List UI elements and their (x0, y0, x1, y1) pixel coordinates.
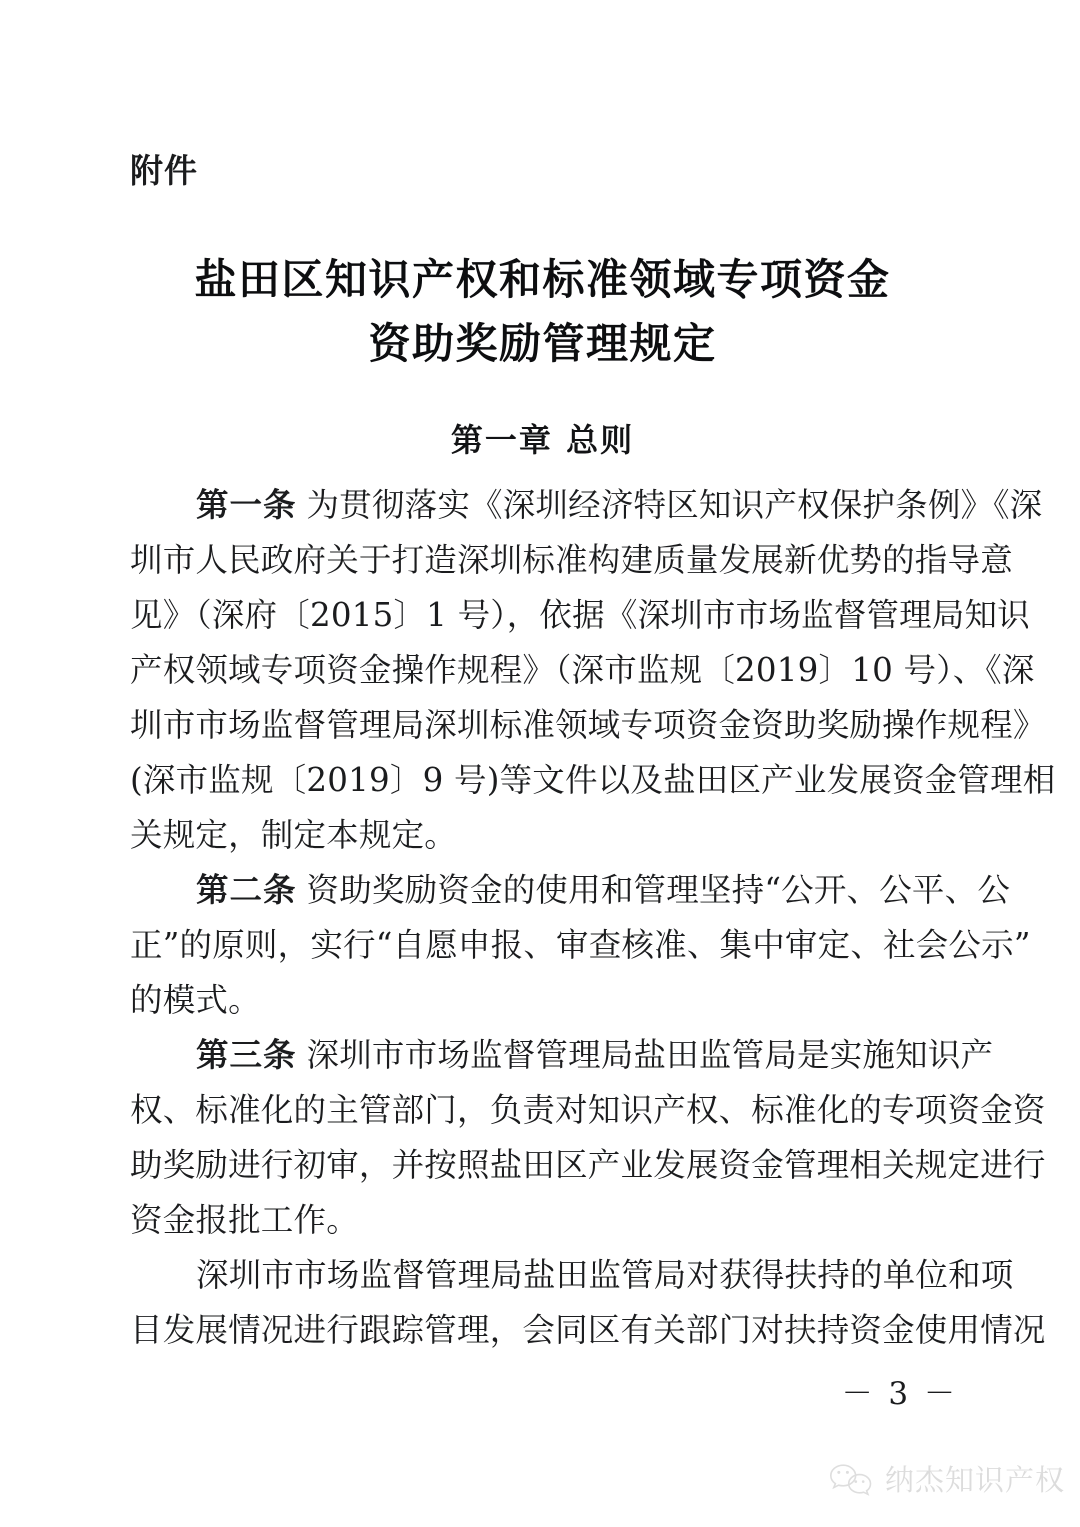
body-line-text: 助奖励进行初审，并按照盐田区产业发展资金管理相关规定进行 (130, 1146, 1046, 1184)
body-line-text: (深市监规〔2019〕9 号)等文件以及盐田区产业发展资金管理相 (130, 761, 1056, 799)
body-line-text: 的模式。 (130, 981, 261, 1019)
body-line-text: 目发展情况进行跟踪管理，会同区有关部门对扶持资金使用情况 (130, 1311, 1046, 1349)
body-line (130, 918, 1031, 973)
body-line-text: 资助奖励资金的使用和管理坚持“公开、公平、公 (306, 871, 1011, 909)
chapter-heading: 第一章 总则 (450, 421, 635, 459)
body-line-text: 资金报批工作。 (130, 1201, 359, 1239)
page-title-line-2: 资助奖励管理规定 (368, 319, 717, 368)
attachment-label: 附件 (130, 151, 198, 190)
body-line (130, 588, 1030, 643)
body-line (130, 1303, 1046, 1358)
watermark (828, 1462, 1065, 1498)
body-line (130, 478, 1043, 533)
body-line-text: 圳市市场监督管理局深圳标准领域专项资金资助奖励操作规程》 (130, 706, 1046, 744)
body-line (130, 1083, 1046, 1138)
body-line (130, 643, 1035, 698)
body-line (130, 753, 1056, 808)
article-number: 第三条 (196, 1036, 297, 1074)
body-line-text: 圳市人民政府关于打造深圳标准构建质量发展新优势的指导意 (130, 541, 1013, 579)
body-line (130, 1138, 1046, 1193)
page-number: － 3 － (841, 1376, 958, 1412)
body-line-text: 深圳市市场监督管理局盐田监管局对获得扶持的单位和项 (196, 1256, 1014, 1294)
body-line-text: 正”的原则，实行“自愿申报、审查核准、集中审定、社会公示” (130, 926, 1031, 964)
body-line (130, 1193, 958, 1248)
article-number: 第一条 (196, 486, 297, 524)
page-title-line-1: 盐田区知识产权和标准领域专项资金 (194, 255, 891, 304)
body-line (130, 808, 958, 863)
body-line (130, 863, 1011, 918)
body-line (130, 533, 1013, 588)
wechat-icon (828, 1462, 876, 1498)
body-text (130, 478, 1056, 1358)
body-line (130, 973, 958, 1028)
body-line-text: 产权领域专项资金操作规程》（深市监规〔2019〕10 号）、《深 (130, 651, 1035, 689)
body-line-text: 关规定，制定本规定。 (130, 816, 458, 854)
page-title (130, 248, 955, 376)
body-line-text: 见》（深府〔2015〕1 号），依据《深圳市市场监督管理局知识 (130, 596, 1030, 634)
body-line (130, 698, 1046, 753)
body-line-text: 为贯彻落实《深圳经济特区知识产权保护条例》《深 (306, 486, 1043, 524)
body-line (130, 1248, 1014, 1303)
body-line-text: 深圳市市场监督管理局盐田监管局是实施知识产 (306, 1036, 994, 1074)
article-number: 第二条 (196, 871, 297, 909)
watermark-label: 纳杰知识产权 (885, 1463, 1066, 1497)
body-line (130, 1028, 994, 1083)
body-line-text: 权、标准化的主管部门，负责对知识产权、标准化的专项资金资 (130, 1091, 1046, 1129)
